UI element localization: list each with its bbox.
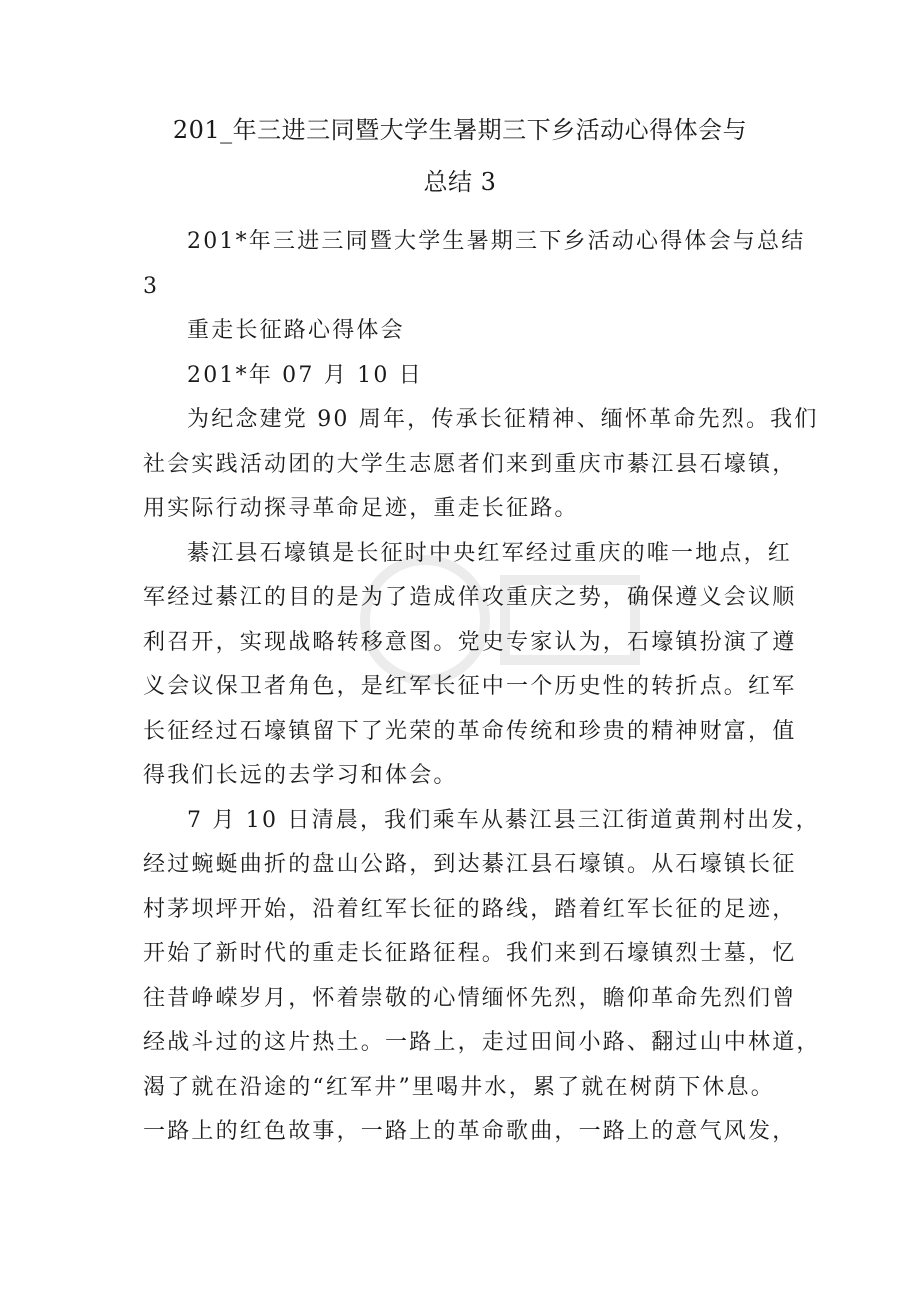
body-text-line: 经过蜿蜒曲折的盘山公路，到达綦江县石壕镇。从石壕镇长征: [143, 852, 797, 877]
body-text-line: 7 月 10 日清晨，我们乘车从綦江县三江街道黄荆村出发，: [187, 807, 820, 833]
body-text-line: 綦江县石壕镇是长征时中央红军经过重庆的唯一地点，红: [187, 540, 793, 566]
title-line-1: 201_年三进三同暨大学生暑期三下乡活动心得体会与: [172, 116, 748, 144]
body-text-line: 长征经过石壕镇留下了光荣的革命传统和珍贵的精神财富，值: [143, 718, 797, 744]
title-line-2: 总结 3: [423, 168, 497, 196]
body-text-line: 渴了就在沿途的“红军井”里喝井水，累了就在树荫下休息。: [143, 1074, 775, 1100]
body-text-line: 为纪念建党 90 周年，传承长征精神、缅怀革命先烈。我们: [187, 407, 819, 432]
body-text-line: 利召开，实现战略转移意图。党史专家认为，石壕镇扮演了遵: [143, 629, 797, 655]
body-text-line: 3: [143, 273, 160, 299]
body-text-line: 用实际行动探寻革命足迹，重走长征路。: [143, 496, 579, 521]
body-text-line: 义会议保卫者角色，是红军长征中一个历史性的转折点。红军: [143, 674, 797, 699]
body-text-line: 重走长征路心得体会: [187, 318, 405, 343]
document-title: [140, 104, 780, 208]
document-body: [143, 220, 821, 1155]
body-text-line: 军经过綦江的目的是为了造成佯攻重庆之势，确保遵义会议顺: [143, 585, 797, 610]
body-text-line: 社会实践活动团的大学生志愿者们来到重庆市綦江县石壕镇，: [143, 451, 797, 477]
body-text-line: 201*年 07 月 10 日: [187, 362, 423, 388]
body-text-line: 经战斗过的这片热土。一路上，走过田间小路、翻过山中林道，: [143, 1030, 821, 1055]
body-text-line: 开始了新时代的重走长征路征程。我们来到石壕镇烈士墓，忆: [143, 941, 797, 966]
body-text-line: 一路上的红色故事，一路上的革命歌曲，一路上的意气风发，: [143, 1119, 797, 1144]
body-text-line: 得我们长远的去学习和体会。: [143, 763, 458, 788]
body-text-line: 201*年三进三同暨大学生暑期三下乡活动心得体会与总结: [187, 229, 806, 254]
body-text-line: 村茅坝坪开始，沿着红军长征的路线，踏着红军长征的足迹，: [143, 896, 797, 922]
body-text-line: 往昔峥嵘岁月，怀着崇敬的心情缅怀先烈，瞻仰革命先烈们曾: [143, 985, 797, 1011]
